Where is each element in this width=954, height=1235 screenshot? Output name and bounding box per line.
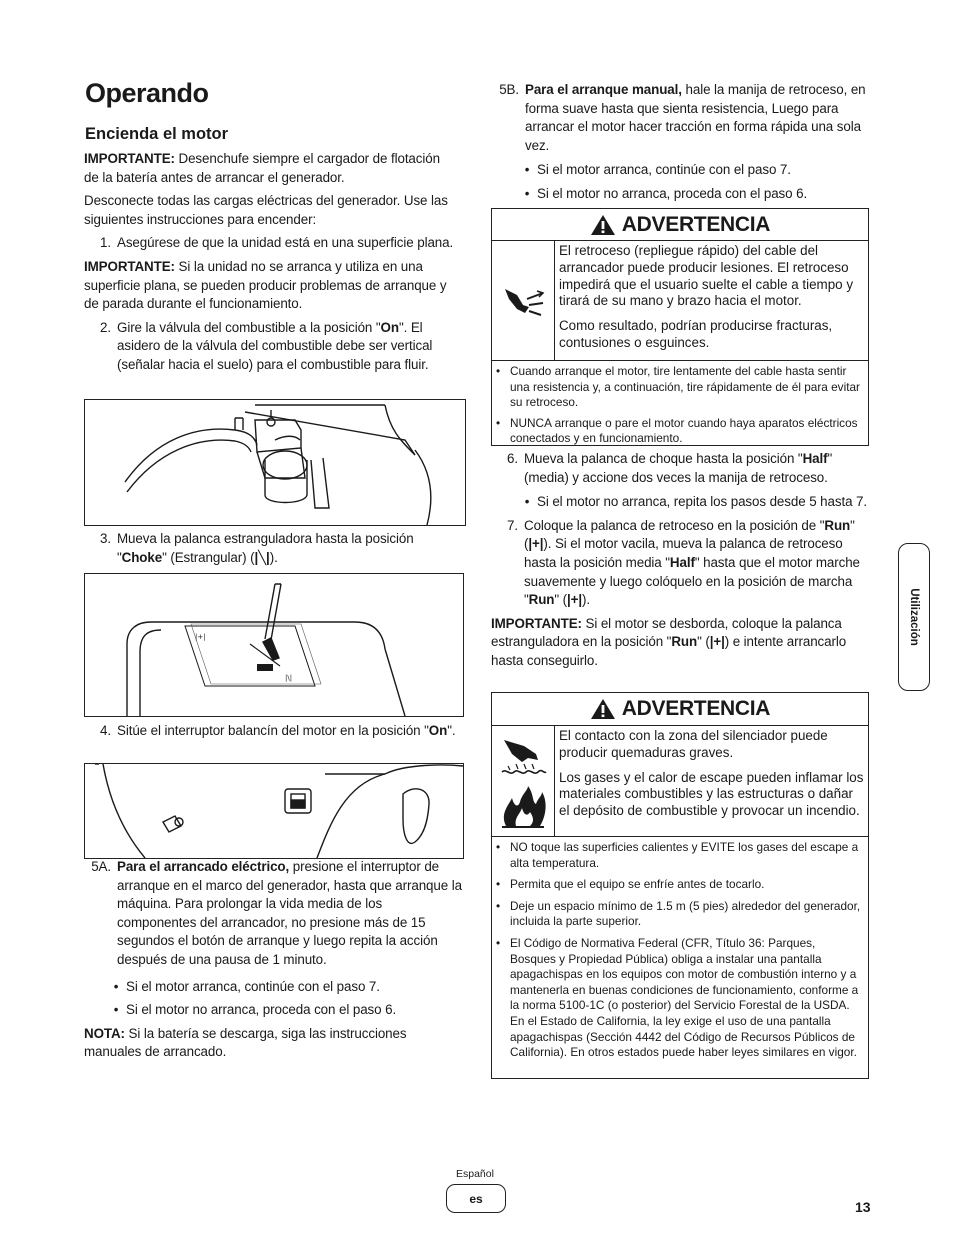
step-2: 2. Gire la válvula del combustible a la posición "On". El asidero de la válvula del combustible debe ser vertical (señalar hacia el suelo) para el combustible para fluir. <box>100 319 433 372</box>
left-column <box>84 150 456 375</box>
warning-triangle-icon <box>590 698 616 720</box>
run-symbol-icon: |+| <box>709 634 725 650</box>
step-5b-bullet-2: • Si el motor no arranca, proceda con el paso 6. <box>524 185 808 201</box>
warning-triangle-icon <box>590 214 616 236</box>
run-symbol-icon: |+| <box>567 592 583 608</box>
warning-heading: ADVERTENCIA <box>492 209 868 241</box>
fuel-valve-drawing <box>85 400 465 525</box>
intro-paragraph: Desconecte todas las cargas eléctricas del generador. Use las siguientes instrucciones para encender: <box>84 193 448 227</box>
step-5a-bullet-2: • Si el motor no arranca, proceda con el paso 6. <box>113 1002 397 1018</box>
step-1: 1. Asegúrese de que la unidad está en una superficie plana. <box>100 235 454 251</box>
warning-box-muffler <box>491 692 869 1079</box>
important-note-2: IMPORTANTE: Si la unidad no se arranca y utiliza en una superficie plana, se pueden producir problemas de arranque y de parada durante el funcionamiento. <box>84 258 447 312</box>
svg-text:|\|: |\| <box>285 674 293 682</box>
note-battery: NOTA: Si la batería se descarga, siga las instrucciones manuales de arrancado. <box>84 1025 407 1060</box>
step-3: 3. Mueva la palanca estranguladora hasta la posición "Choke" (Estrangular) (|╲|). <box>100 531 414 565</box>
warning-text: El retroceso (repliegue rápido) del cable del arrancador puede producir lesiones. El retroceso impedirá que el usuario suelte el cable a tiempo y tirará de su mano y brazo hacia el motor. Como resultado, podrían producirse fracturas, contusiones o esguinces. <box>559 243 854 350</box>
hot-surface-icon <box>498 734 548 778</box>
step-5b-bullet-1: • Si el motor arranca, continúe con el paso 7. <box>524 162 791 178</box>
fuel-valve-illustration <box>84 399 466 526</box>
warning-bullet-4: • El Código de Normativa Federal (CFR, Título 36: Parques, Bosques y Propiedad Pública) obliga a instalar una pantalla apagachispas en los equipos con motor de combustión interno y a mantenerla en buenas condiciones de funcionamiento, conforme a la norma 5100-1C (o posterior) del Servicio Forestal de la USDA. En el Estado de California, la ley exige el uso de una pantalla apagachispas (Sección 4442 del Código de Recursos Públicos de California). En otros estados puede haber leyes similares en vigor. <box>496 935 859 1060</box>
warning-row <box>492 241 868 361</box>
warning-box-recoil <box>491 208 869 446</box>
choke-lever-illustration <box>84 573 464 717</box>
step-5a-bullet-1: • Si el motor arranca, continúe con el paso 7. <box>113 978 380 994</box>
section-side-tab: Utilización <box>898 543 930 691</box>
language-code-badge: es <box>446 1184 506 1213</box>
page-number: 13 <box>855 1199 871 1215</box>
step-4: 4. Sitúe el interruptor balancín del motor en la posición "On". <box>100 723 456 738</box>
step-7: 7. Coloque la palanca de retroceso en la posición de "Run" (|+|). Si el motor vacila, mueva la palanca de retroceso hasta la posición media "Half" hasta que el motor marche suavemente y luego colóquelo en la posición de marcha "Run" (|+|). <box>507 517 860 608</box>
rocker-switch-illustration <box>84 763 464 859</box>
fire-icon <box>498 786 548 828</box>
recoil-hazard-icon <box>492 241 555 360</box>
choke-lever-drawing <box>85 574 463 716</box>
warning-row <box>492 726 868 837</box>
warning-heading: ADVERTENCIA <box>492 693 868 726</box>
svg-text:|+|: |+| <box>195 633 206 641</box>
run-symbol-icon: |+| <box>528 536 544 552</box>
warning-text: El contacto con la zona del silenciador puede producir quemaduras graves. Los gases y el calor de escape pueden inflamar los materiales combustibles y las estructuras o dañar el depósito de combustible y provocar un incendio. <box>559 728 864 819</box>
step-5b: 5B. Para el arranque manual, hale la manija de retroceso, en forma suave hasta que sienta resistencia, Luego para arrancar el motor hacer tracción en forma rápida una sola vez. • Si el motor arranca, continúe con el paso 7. • Si el motor no arranca, proceda con el paso 6. <box>491 81 869 204</box>
step-5a: 5A. Para el arrancado eléctrico, presione el interruptor de arranque en el marco del generador, hasta que arranque la máquina. Para prolongar la vida media de los componentes del arrancador, no presione más de 15 segundos el botón de arranque y luego repita la acción después de una pausa de 1 minuto. • Si el motor arranca, continúe con el paso 7. • Si el motor no arranca, proceda con el paso 6. NOTA: Si la batería se descarga, siga las instrucciones manuales de arrancado. <box>84 858 464 1062</box>
warning-bullet-1: • Cuando arranque el motor, tire lentamente del cable hasta sentir una resistencia y, a continuación, tire rápidamente de él para evitar su retroceso. <box>496 364 860 410</box>
warning-bullet-2: • NUNCA arranque o pare el motor cuando haya aparatos eléctricos conectados y en funcionamiento. <box>496 415 858 446</box>
step-6: 6. Mueva la palanca de choque hasta la posición "Half" (media) y accione dos veces la manija de retroceso. <box>507 451 833 485</box>
step-6-bullet: • Si el motor no arranca, repita los pasos desde 5 hasta 7. <box>524 494 868 510</box>
steps-6-7 <box>491 450 869 671</box>
page-title: Operando <box>85 78 209 108</box>
important-note-flood: IMPORTANTE: Si el motor se desborda, coloque la palanca estranguladora en la posición "Run" (|+|) e intente arrancarlo hasta conseguirlo. <box>491 615 847 668</box>
warning-bullet-3: • Deje un espacio mínimo de 1.5 m (5 pies) alrededor del generador, incluida la parte superior. <box>496 898 861 929</box>
rocker-switch-drawing <box>85 764 463 858</box>
warning-bullet-1: • NO toque las superficies calientes y EVITE los gases del escape a alta temperatura. <box>496 840 859 870</box>
section-subtitle: Encienda el motor <box>85 125 229 143</box>
footer-language: Español <box>456 1168 494 1180</box>
important-note-1: IMPORTANTE: Desenchufe siempre el cargador de flotación de la batería antes de arrancar el generador. <box>84 151 440 185</box>
choke-symbol-icon: |╲| <box>254 549 270 565</box>
warning-bullet-2: • Permita que el equipo se enfríe antes de tocarlo. <box>496 877 765 892</box>
